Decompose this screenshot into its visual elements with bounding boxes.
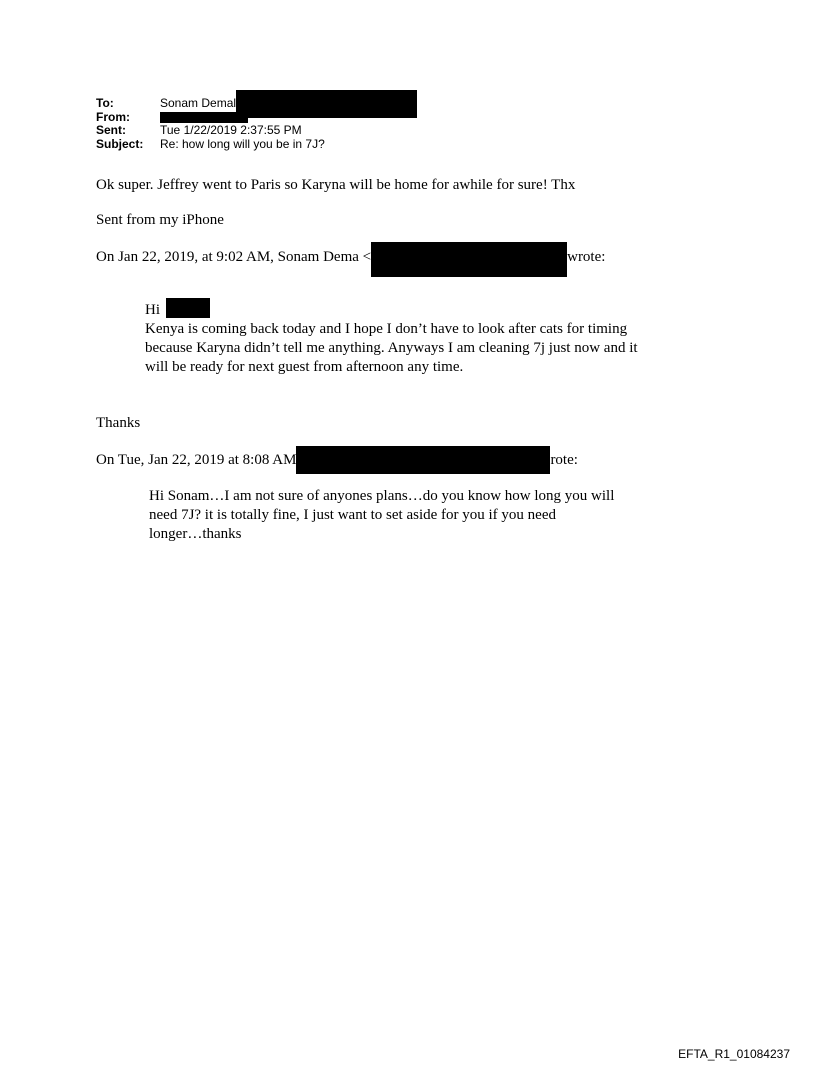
quote2-body [149,487,614,544]
quote1-intro-suffix: wrote: [567,249,606,265]
redaction-box [371,242,567,277]
quote2-line: need 7J? it is totally fine, I just want to set aside for you if you need [149,507,556,523]
document-id: EFTA_R1_01084237 [678,1047,790,1061]
message-text: Ok super. Jeffrey went to Paris so Karyna will be home for awhile for sure! Thx [96,177,576,193]
quote2-line: Hi Sonam…I am not sure of anyones plans…do you know how long you will [149,488,615,504]
quote2-intro-prefix: On Tue, Jan 22, 2019 at 8:08 AM [96,452,297,468]
subject-label: Subject: [96,136,144,151]
redaction-box [296,446,550,474]
quote1-line: because Karyna didn’t tell me anything. Anyways I am cleaning 7j just now and it [145,340,638,356]
sent-value: Tue 1/22/2019 2:37:55 PM [160,123,302,137]
quote1-intro [96,248,605,277]
to-value: Sonam Demal [160,96,237,110]
quote1-intro-prefix: On Jan 22, 2019, at 9:02 AM, Sonam Dema < [96,249,372,265]
sent-row [96,123,417,137]
email-header [96,96,417,150]
subject-row [96,137,417,151]
redaction-box [166,298,210,318]
redaction-box [160,112,248,123]
quote2-intro [96,451,578,474]
quote1-line: Kenya is coming back today and I hope I don’t have to look after cats for timing [145,321,628,337]
redaction-box [236,90,417,118]
signature-text: Sent from my iPhone [96,212,224,228]
sent-label: Sent: [96,123,126,137]
quote2-line: longer…thanks [149,526,242,542]
quote2-intro-suffix: rote: [550,452,578,468]
to-label: To: [96,96,114,110]
to-row [96,96,417,110]
quote1-greeting-line [145,301,638,320]
quote1-greeting: Hi [145,302,160,318]
quote1-body [145,301,638,377]
from-label: From: [96,109,130,124]
quote1-closing: Thanks [96,415,141,431]
quote1-line: will be ready for next guest from afternoon any time. [145,359,464,375]
subject-value: Re: how long will you be in 7J? [160,136,325,151]
